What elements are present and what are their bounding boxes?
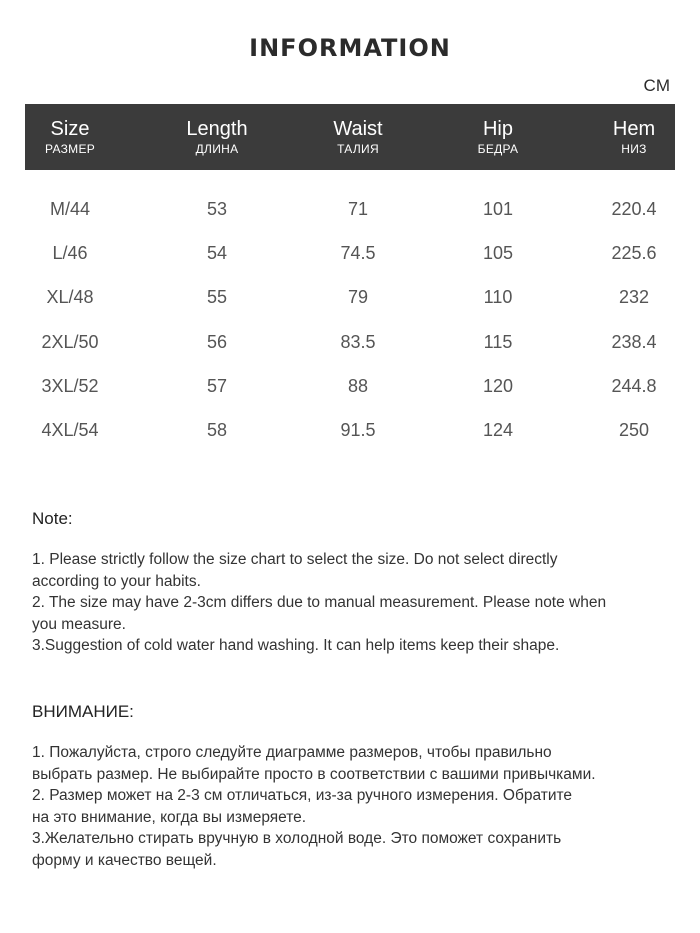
note-line: 3.Желательно стирать вручную в холодной воде. Это поможет сохранить bbox=[32, 830, 562, 847]
note-line: 1. Please strictly follow the size chart to select the size. Do not select directly bbox=[32, 551, 558, 568]
table-row bbox=[25, 238, 675, 268]
note-body-en bbox=[32, 549, 672, 657]
table-cell-hip: 101 bbox=[482, 199, 514, 219]
table-cell-waist: 83.5 bbox=[340, 332, 376, 352]
note-line: 3.Suggestion of cold water hand washing. It can help items keep their shape. bbox=[32, 637, 560, 654]
column-header-label: Hem bbox=[612, 118, 656, 140]
table-cell-length: 57 bbox=[206, 376, 228, 396]
table-cell-length: 54 bbox=[206, 243, 228, 263]
note-title-ru: ВНИМАНИЕ: bbox=[32, 702, 134, 721]
table-cell-length: 53 bbox=[206, 199, 228, 219]
column-header-label: Hip bbox=[482, 118, 513, 140]
table-cell-hip: 115 bbox=[483, 332, 513, 352]
table-cell-waist: 74.5 bbox=[340, 243, 376, 263]
table-cell-size: M/44 bbox=[49, 199, 91, 219]
table-cell-hip: 124 bbox=[482, 420, 514, 440]
table-row bbox=[25, 282, 675, 312]
table-cell-hem: 244.8 bbox=[611, 376, 657, 396]
table-cell-waist: 91.5 bbox=[340, 420, 376, 440]
table-cell-hip: 120 bbox=[482, 376, 514, 396]
column-header-sublabel: РАЗМЕР bbox=[44, 142, 96, 156]
table-cell-hem: 250 bbox=[618, 420, 650, 440]
table-cell-size: L/46 bbox=[52, 243, 88, 263]
column-header-waist bbox=[293, 117, 423, 157]
table-row bbox=[25, 415, 675, 445]
column-header-sublabel: БЕДРА bbox=[477, 142, 519, 156]
column-header-label: Waist bbox=[333, 118, 383, 140]
column-header-hip bbox=[433, 117, 563, 157]
column-header-sublabel: ДЛИНА bbox=[195, 142, 239, 156]
size-table-header bbox=[25, 104, 675, 170]
table-cell-hem: 225.6 bbox=[611, 243, 657, 263]
table-row bbox=[25, 327, 675, 357]
note-line: 2. The size may have 2-3cm differs due to manual measurement. Please note when bbox=[32, 594, 607, 611]
page-title: INFORMATION bbox=[249, 34, 451, 62]
table-cell-size: 4XL/54 bbox=[41, 420, 99, 440]
note-line: 2. Размер может на 2-3 см отличаться, из-за ручного измерения. Обратите bbox=[32, 787, 573, 804]
note-line: выбрать размер. Не выбирайте просто в соответствии с вашими привычками. bbox=[32, 765, 596, 783]
column-header-sublabel: ТАЛИЯ bbox=[337, 142, 379, 156]
column-header-label: Size bbox=[50, 118, 90, 140]
table-cell-hip: 105 bbox=[482, 243, 514, 263]
table-cell-length: 55 bbox=[206, 287, 228, 307]
table-cell-hem: 220.4 bbox=[611, 199, 657, 219]
table-cell-waist: 88 bbox=[347, 376, 369, 396]
table-cell-length: 56 bbox=[206, 332, 228, 352]
note-title-en: Note: bbox=[32, 509, 73, 528]
table-cell-size: 3XL/52 bbox=[41, 376, 99, 396]
note-line: форму и качество вещей. bbox=[32, 851, 217, 869]
note-line: you measure. bbox=[32, 615, 126, 633]
table-cell-length: 58 bbox=[206, 420, 228, 440]
note-body-ru bbox=[32, 742, 672, 871]
table-cell-size: 2XL/50 bbox=[41, 332, 99, 352]
table-cell-waist: 79 bbox=[347, 287, 369, 307]
table-cell-waist: 71 bbox=[347, 199, 369, 219]
table-cell-hem: 232 bbox=[618, 287, 650, 307]
table-cell-hem: 238.4 bbox=[611, 332, 657, 352]
column-header-length bbox=[152, 117, 282, 157]
table-cell-hip: 110 bbox=[483, 287, 513, 307]
column-header-hem bbox=[569, 117, 699, 157]
note-line: на это внимание, когда вы измеряете. bbox=[32, 808, 307, 826]
table-cell-size: XL/48 bbox=[46, 287, 94, 307]
note-line: according to your habits. bbox=[32, 572, 201, 590]
table-row bbox=[25, 194, 675, 224]
column-header-sublabel: НИЗ bbox=[621, 142, 647, 156]
note-line: 1. Пожалуйста, строго следуйте диаграмме размеров, чтобы правильно bbox=[32, 744, 552, 761]
column-header-size bbox=[5, 117, 135, 157]
unit-label: CM bbox=[643, 76, 670, 95]
table-row bbox=[25, 371, 675, 401]
column-header-label: Length bbox=[186, 118, 248, 140]
